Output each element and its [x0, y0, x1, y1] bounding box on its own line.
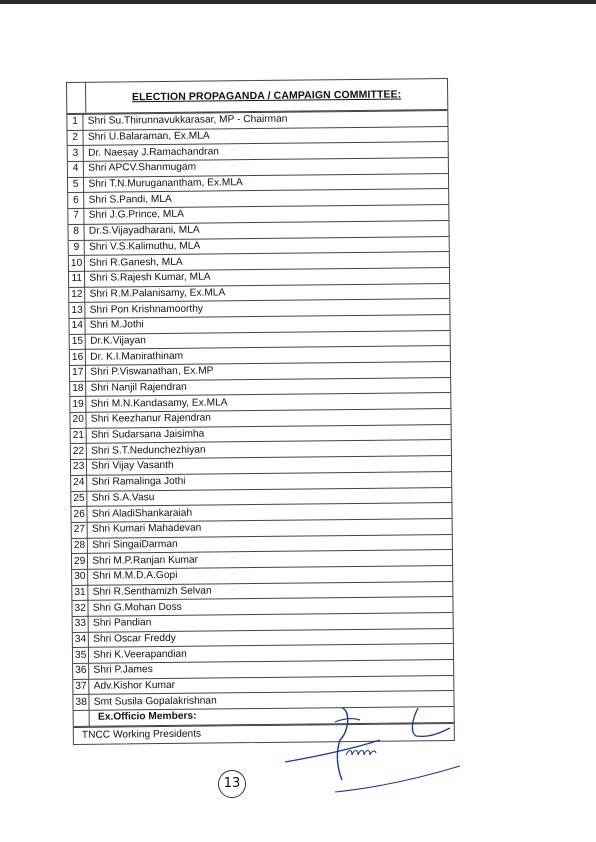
member-name: Shri APCV.Shanmugam: [84, 158, 448, 178]
member-number: 27: [72, 522, 88, 538]
member-number: 20: [70, 412, 86, 428]
member-number: 36: [73, 663, 89, 679]
member-number: 10: [69, 256, 85, 272]
member-number: 25: [71, 491, 87, 507]
member-name: Shri P.Viswanathan, Ex.MP: [86, 361, 450, 381]
member-name: Shri Kumari Mahadevan: [87, 518, 451, 538]
member-number: 4: [68, 161, 84, 177]
member-name: Shri Nanjil Rajendran: [86, 377, 450, 397]
member-name: Shri Pon Krishnamoorthy: [85, 299, 449, 319]
member-number: 33: [73, 616, 89, 632]
member-number: 7: [68, 208, 84, 224]
member-name: Shri SingaiDarman: [88, 534, 452, 554]
member-name: Shri S.T.Nedunchezhiyan: [87, 440, 451, 460]
member-name: Shri M.N.Kandasamy, Ex.MLA: [86, 393, 450, 413]
member-number: 31: [72, 585, 88, 601]
scan-top-edge: [0, 0, 596, 4]
member-number: 15: [70, 334, 86, 350]
member-name: Shri M.M.D.A.Gopi: [88, 565, 452, 585]
member-name: Shri Su.Thirunnavukkarasar, MP - Chairman: [83, 111, 447, 131]
member-number: 35: [73, 648, 89, 664]
member-number: 19: [70, 397, 86, 413]
member-name: Shri Oscar Freddy: [89, 628, 453, 648]
member-name: Shri J.G.Prince, MLA: [84, 205, 448, 225]
committee-title: ELECTION PROPAGANDA / CAMPAIGN COMMITTEE:: [131, 88, 402, 104]
member-name: Shri AladiShankaraiah: [87, 503, 451, 523]
member-number: 32: [72, 601, 88, 617]
member-name: Shri M.P.Ranjan Kumar: [88, 550, 452, 570]
member-number: 16: [70, 350, 86, 366]
member-number: 29: [72, 554, 88, 570]
members-table: [67, 110, 453, 727]
member-number: 9: [69, 240, 85, 256]
member-name: Adv.Kishor Kumar: [89, 675, 453, 695]
member-name: Smt Susila Gopalakrishnan: [89, 691, 453, 711]
member-name: Dr. Naesay J.Ramachandran: [84, 142, 448, 162]
member-name: Shri Vijay Vasanth: [87, 456, 451, 476]
member-number: 37: [73, 679, 89, 695]
member-name: Shri S.Rajesh Kumar, MLA: [85, 267, 449, 287]
member-name: Shri U.Balaraman, Ex.MLA: [83, 126, 447, 146]
member-name: Shri R.Senthamizh Selvan: [88, 581, 452, 601]
member-number: 30: [72, 569, 88, 585]
member-name: Shri R.Ganesh, MLA: [85, 252, 449, 272]
member-number: 34: [73, 632, 89, 648]
title-row: [67, 79, 447, 114]
signature: [280, 700, 480, 810]
member-number: 8: [68, 224, 84, 240]
member-name: Dr.K.Vijayan: [85, 330, 449, 350]
member-name: Shri T.N.Muruganantham, Ex.MLA: [84, 173, 448, 193]
member-number: 18: [70, 381, 86, 397]
member-number: 5: [68, 177, 84, 193]
member-name: Shri R.M.Palanisamy, Ex.MLA: [85, 283, 449, 303]
member-name: Shri G.Mohan Doss: [88, 597, 452, 617]
member-number: 12: [69, 287, 85, 303]
member-number: 21: [71, 428, 87, 444]
member-number: 26: [71, 506, 87, 522]
member-number: 28: [72, 538, 88, 554]
exofficio-label: Ex.Officio Members:: [89, 707, 453, 727]
member-name: Shri S.Pandi, MLA: [84, 189, 448, 209]
member-name: Shri S.A.Vasu: [87, 487, 451, 507]
member-name: Dr.S.Vijayadharani, MLA: [84, 220, 448, 240]
member-number: 2: [68, 130, 84, 146]
member-number: 38: [73, 695, 89, 711]
member-number: 17: [70, 365, 86, 381]
member-number: 22: [71, 444, 87, 460]
working-presidents-row: TNCC Working Presidents: [74, 723, 454, 744]
member-number: 11: [69, 271, 85, 287]
member-name: Shri V.S.Kalimuthu, MLA: [84, 236, 448, 256]
member-name: Shri Pandian: [88, 612, 452, 632]
member-number: 13: [69, 303, 85, 319]
member-number: 1: [67, 114, 83, 130]
member-number: 3: [68, 146, 84, 162]
page-number: 13: [218, 770, 246, 798]
member-name: Shri Sudarsana Jaisimha: [86, 424, 450, 444]
member-name: Shri M.Jothi: [85, 314, 449, 334]
member-name: Shri P.James: [89, 660, 453, 680]
member-name: Shri K.Veerapandian: [89, 644, 453, 664]
member-number: 14: [69, 318, 85, 334]
member-name: Shri Ramalinga Jothi: [87, 471, 451, 491]
member-number: 6: [68, 193, 84, 209]
committee-sheet: [66, 78, 455, 745]
member-number: 23: [71, 459, 87, 475]
member-name: Dr. K.I.Manirathinam: [86, 346, 450, 366]
member-name: Shri Keezhanur Rajendran: [86, 409, 450, 429]
member-number: 24: [71, 475, 87, 491]
